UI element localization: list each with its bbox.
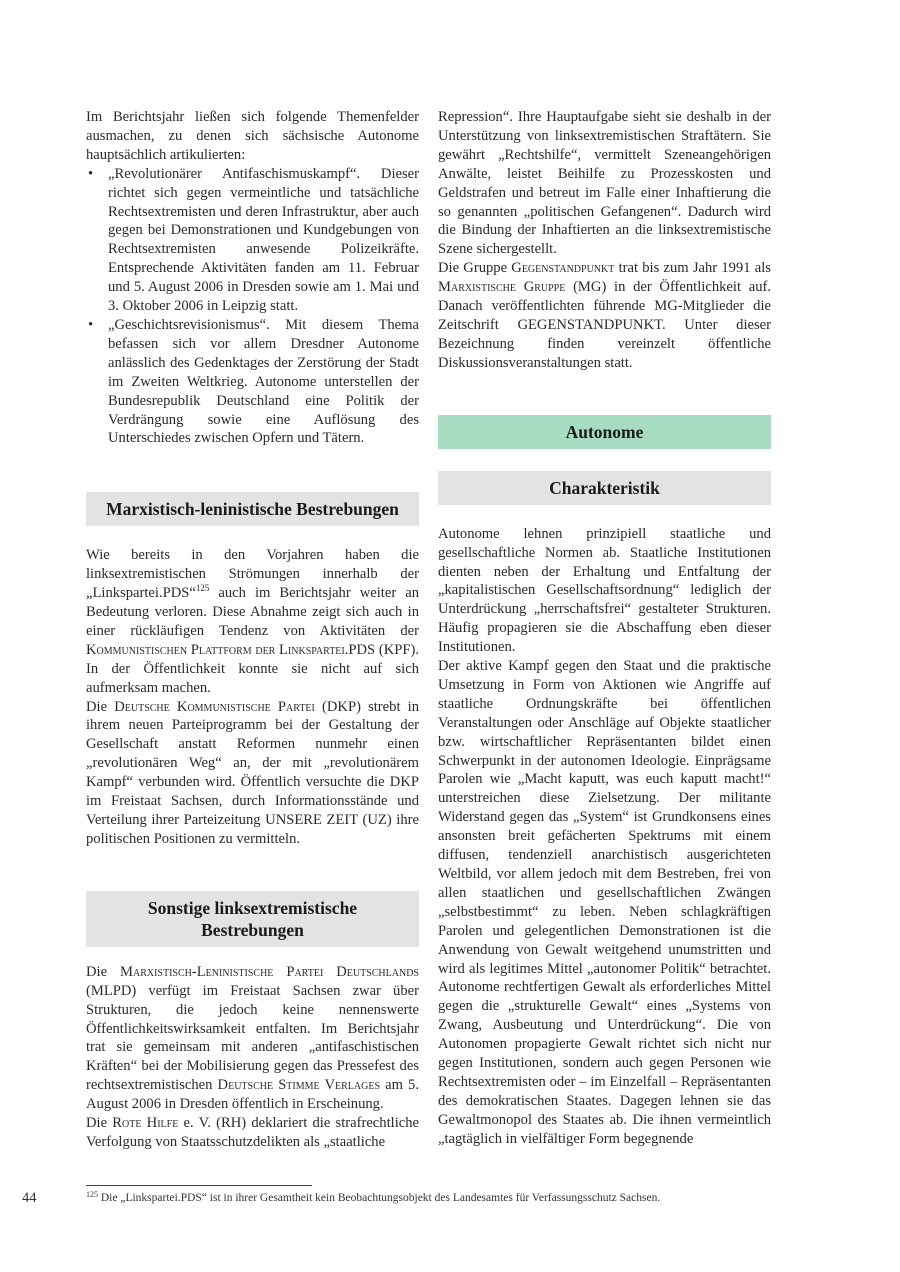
paragraph-repression: Repression“. Ihre Hauptaufgabe sieht sie deshalb in der Unterstützung von linksextremistischen Straftätern. Sie gewährt „Rechtshilfe“, vermittelt Szeneangehörigen Anwälte, leistet Beihilfe zu Prozesskosten und Geldstrafen und betreut im Falle einer Inhaftierung die so genannten „politischen Gefangenen“. Dadurch wird die Bindung der Inhaftierten an die linksextremistische Szene sichergestellt.: [438, 109, 771, 258]
footnote-number: 125: [86, 1190, 98, 1199]
page-number: 44: [22, 1190, 37, 1206]
bullet-text: „Geschichtsrevisionismus“. Mit diesem Thema befassen sich vor allem Dresdner Autonome anlässlich des Gedenktages der Zerstörung der Stadt im Zweiten Weltkrieg. Autonome unterstellen der Bundesrepublik Deutschland eine Politik der Verdrängung sowie eine Auflösung des Unterschiedes zwischen Opfern und Tätern.: [108, 316, 419, 447]
paragraph-gegenstandpunkt: Die Gruppe Gegenstandpunkt trat bis zum Jahr 1991 als Marxistische Gruppe (MG) in der Öffentlichkeit auf. Danach veröffentlichten führende MG-Mitglieder die Zeitschrift GEGENSTANDPUNKT. Unter dieser Bezeichnung finden vereinzelt öffentliche Diskussionsveranstaltungen statt.: [438, 260, 771, 371]
footnote: [86, 1191, 776, 1206]
paragraph-rote-hilfe: Die Rote Hilfe e. V. (RH) deklariert die strafrechtliche Verfolgung von Staatsschutzdelikten als „staatliche: [86, 1115, 420, 1150]
heading-marxist-leninist: Marxistisch-leninistische Bestrebungen: [86, 492, 419, 526]
section-heading-autonome: Autonome: [438, 415, 771, 449]
left-column: [86, 108, 419, 1152]
right-column: [438, 108, 771, 1149]
bullet-icon: •: [88, 316, 94, 333]
paragraph-dkp: Die Deutsche Kommunistische Partei (DKP) strebt in ihrem neuen Parteiprogramm bei der Gestaltung der Gesellschaft anstatt Reformen nunmehr einen „revolutionären Weg“ an, der mit „revolutionärem Kampf“ verbunden wird. Öffentlich versuchte die DKP im Freistaat Sachsen, durch Informationsstände und Verteilung ihrer Parteizeitung UNSERE ZEIT (UZ) ihre politischen Positionen zu vermitteln.: [86, 698, 419, 847]
bullet-icon: •: [88, 165, 94, 182]
list-item: [86, 316, 419, 448]
paragraph-mlpd: Die Marxistisch-Leninistische Partei Deutschlands (MLPD) verfügt im Freistaat Sachsen zwar über Strukturen, die jedoch keine nennenswerte Öffentlichkeitswirksamkeit entfalten. Im Berichtsjahr trat sie gemeinsam mit anderen „antifaschistischen Kräften“ bei der Mobilisierung gegen das Pressefest des rechtsextremistischen Deutsche Stimme Verlages am 5. August 2006 in Dresden öffentlich in Erscheinung.: [86, 963, 419, 1113]
footnote-divider: [86, 1185, 312, 1186]
footnote-reference: 125: [195, 583, 210, 594]
subheading-charakteristik: Charakteristik: [438, 471, 771, 505]
footnote-text: Die „Linkspartei.PDS“ ist in ihrer Gesamtheit kein Beobachtungsobjekt des Landesamtes für Verfassungsschutz Sachsen.: [98, 1192, 661, 1204]
paragraph-norms: Autonome lehnen prinzipiell staatliche und gesellschaftliche Normen ab. Staatliche Institutionen dienten neben der Erhaltung und Entfaltung der „kapitalistischen Gesellschaftsordnung“ lediglich der Unterdrückung „herrschaftsfrei“ gestalteter Strukturen. Häufig propagieren sie die Abschaffung eben dieser Institutionen.: [438, 525, 771, 656]
intro-paragraph: Im Berichtsjahr ließen sich folgende Themenfelder ausmachen, zu denen sich sächsische Autonome hauptsächlich artikulierten:: [86, 109, 419, 163]
bullet-text: „Revolutionärer Antifaschismuskampf“. Dieser richtet sich gegen vermeintliche und tatsächliche Rechtsextremisten und deren Infrastruktur, aber auch gegen bei Demonstrationen und Kundgebungen von Rechtsextremisten anwesende Polizeikräfte. Entsprechende Aktivitäten fanden am 11. Februar und 5. August 2006 in Dresden sowie am 1. Mai und 3. Oktober 2006 in Leipzig statt.: [108, 165, 419, 315]
list-item: [86, 165, 419, 316]
heading-other-left-extremist: Sonstige linksextremistische Bestrebungen: [86, 891, 419, 947]
paragraph-struggle: Der aktive Kampf gegen den Staat und die praktische Umsetzung in Form von Aktionen wie Angriffe auf staatliche Ordnungskräfte bei öffentlichen Veranstaltungen oder Anschläge auf Objekte staatlicher bzw. wirtschaftlicher Repräsentanten bildet einen Schwerpunkt in der autonomen Ideologie. Einprägsame Parolen wie „Macht kaputt, was euch kaputt macht!“ unterstreichen diese Zielsetzung. Der militante Widerstand gegen das „System“ ist Grundkonsens eines ansonsten breit gefächerten Spektrums mit einem diffusen, tendenziell anarchistisch ausgerichteten Weltbild, vor allem jedoch mit dem Bestreben, frei von allen staatlichen und gesellschaftlichen Zwängen „selbstbestimmt“ zu leben. Neben schlagkräftigen Parolen und gelegentlichen Demonstrationen ist die Anwendung von Gewalt weitgehend unumstritten und wird als legitimes Mittel „autonomer Politik“ betrachtet. Autonome rechtfertigen Gewalt als erforderliches Mittel gegen die „strukturelle Gewalt“ eines „Systems von Zwang, Ausbeutung und Unterdrückung“. Die von Autonomen propagierte Gewalt richtet sich nicht nur gegen Institutionen, sondern auch gegen Personen wie Rechtsextremisten oder – im Einzelfall – Repräsentanten des demokratischen Staates. Dagegen lehnen sie das Gewaltmonopol des Staates ab. Die ihnen vermeintlich „tagtäglich in vielfältiger Form begegnende: [438, 658, 771, 1147]
themes-list: [86, 165, 419, 449]
paragraph-linkspartei: Wie bereits in den Vorjahren haben die linksextremistischen Strömungen innerhalb der „Linkspartei.PDS“$^{125}$ auch im Berichtsjahr weiter an Bedeutung verloren. Diese Abnahme zeigt sich auch in einer rückläufigen Tendenz von Aktivitäten der Kommunistischen Plattform der Linkspartei.PDS (KPF). In der Öffentlichkeit konnte sie nicht auf sich aufmerksam machen.: [86, 547, 419, 696]
